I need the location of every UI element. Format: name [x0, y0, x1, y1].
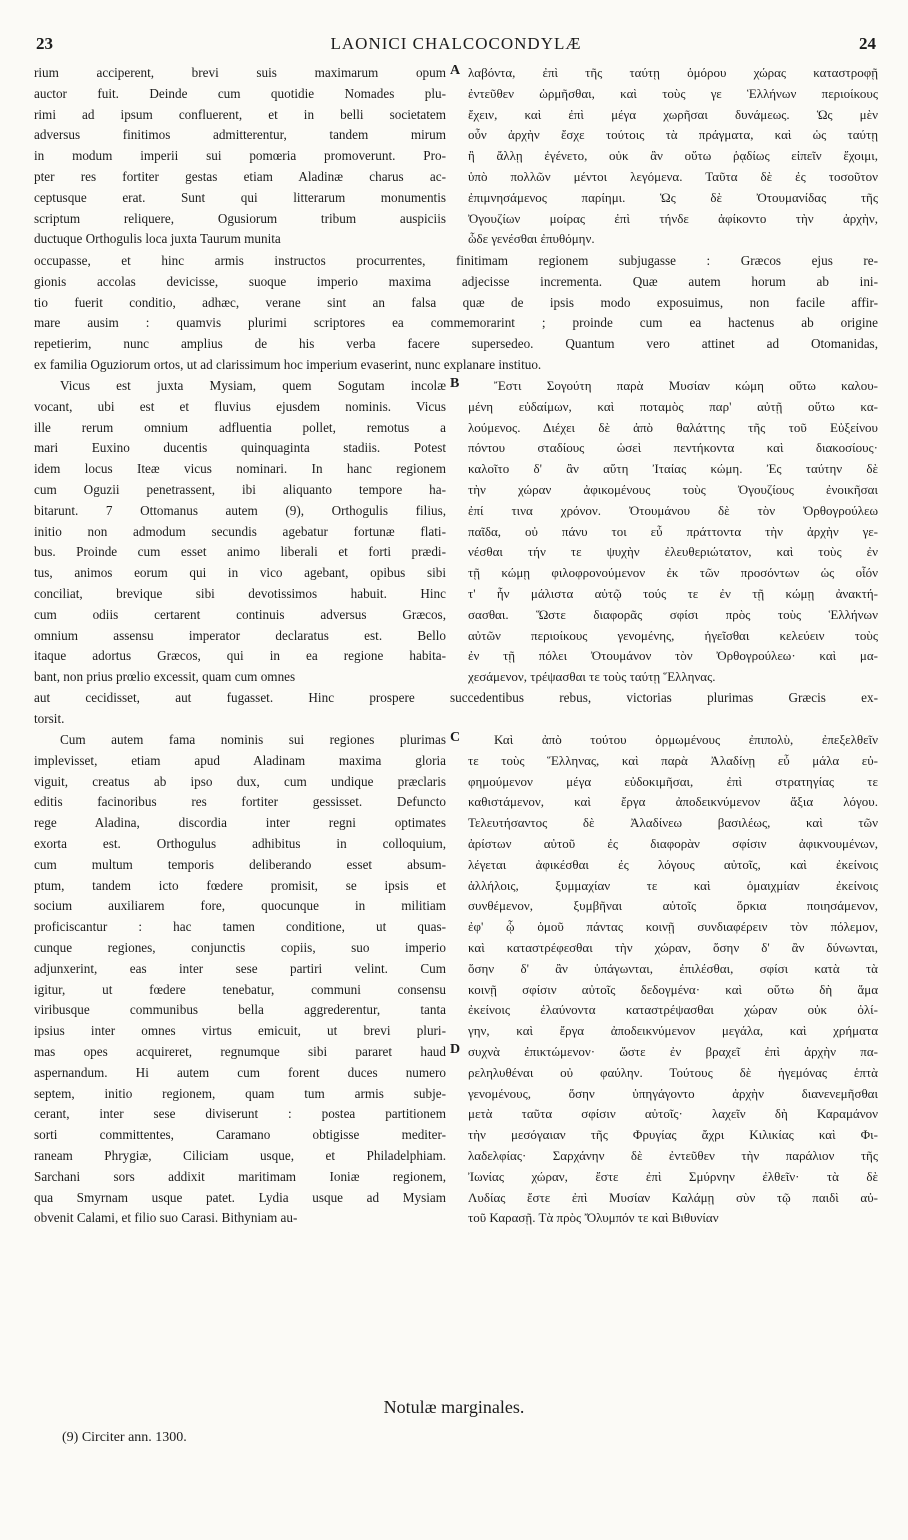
notes-title: Notulæ marginales.	[383, 1397, 525, 1417]
text-line: ὧδε γενέσθαι ἐπυθόμην.	[468, 231, 595, 247]
text-line: septem, initio regionem, quam tum armis subje-	[34, 1085, 446, 1101]
text-line: Ἔστι Σογούτη παρὰ Μυσίαν κώμη οὕτω καλου-	[494, 378, 878, 393]
text-line: idem locus Iteæ vicus nominari. In hanc regionem	[34, 461, 446, 477]
text-line: κοινῇ σφίσιν αὐτοῖς δεδογμένα· καὶ οὕτω δὴ ἅμα	[468, 981, 878, 997]
text-line: Cum autem fama nominis sui regiones plurimas	[60, 732, 446, 747]
text-line: ceptusque erat. Sunt qui litterarum monumentis	[34, 189, 446, 205]
text-line: ἔχειν, καὶ ἐπὶ μέγα χωρῆσαι δυνάμεως. Ὡς μὲν	[468, 106, 878, 122]
latin-column-block-3	[34, 730, 446, 1229]
latin-column-block-2	[34, 376, 446, 688]
text-line: viguit, creatus ab ipso dux, cum undique præclaris	[34, 773, 446, 789]
page-number-right: 24	[859, 34, 876, 53]
text-line: Vicus est juxta Mysiam, quem Sogutam incolæ	[60, 378, 446, 393]
text-line: rium acciperent, brevi suis maximarum opum	[34, 65, 446, 80]
text-line: τ' ἦν μάλιστα αὐτῷ τούς τε ἐν τῇ κώμῃ ἀνακτή-	[468, 585, 878, 601]
text-line: νέσθαι τήν τε ψυχὴν ἐλευθεριώτατον, καὶ τοὺς ἐν	[468, 544, 878, 560]
text-line: initio non admodum secundis agebatur fortunæ flati-	[34, 523, 446, 539]
section-marker-a: A	[450, 63, 461, 78]
text-line: ἀλλήλοις, ξυμμαχίαν τε καὶ ὁμαιχμίαν ἐκείνοις	[468, 877, 878, 893]
text-line: ptum, tandem icto fœdere promisit, se ipsis et	[34, 877, 446, 893]
text-line: σασθαι. Ὥστε διαφορᾶς σφίσι πρὸς τοὺς Ἑλλήνων	[468, 606, 878, 622]
text-line: itaque adortus Græcos, qui in ea regione habita-	[34, 648, 446, 664]
text-line: καθιστάμενον, καὶ ἔργα ἀποδεικνύμενον ἄξια λόγου.	[468, 794, 878, 810]
text-line: ipsius inter omnes virtus emicuit, ut brevi pluri-	[34, 1023, 446, 1039]
text-line: ille rerum omnium adfluentia pollet, remotus a	[34, 419, 446, 435]
text-line: ἐντεῦθεν ὡρμῆσθαι, καὶ τοὺς γε Ἑλλήνων περιοίκους	[468, 85, 878, 101]
text-line: bant, non prius prœlio excessit, quam cum omnes	[34, 669, 296, 685]
text-line: λαβόντα, ἐπὶ τῆς ταύτῃ ὁμόρου χώρας καταστροφῇ	[468, 65, 878, 80]
text-line: cum odiis certarent continuis adversus Græcos,	[34, 606, 446, 622]
text-line: torsit.	[34, 710, 65, 726]
text-line: χεσάμενον, τρέψασθαι τε τοὺς ταύτῃ Ἕλληνας.	[468, 669, 716, 685]
text-line: αὐτῶν περιοίκους γενομένης, ἡγεῖσθαι κελεύειν τοὺς	[468, 627, 878, 643]
text-line: bus. Proinde cum esset animo liberali et forti prædi-	[34, 544, 446, 560]
text-line: adversus finitimos admitterentur, tandem mirum	[34, 127, 446, 143]
text-line: ἐφ' ᾧ ὁμοῦ πάντας κοινῇ συνδιαφέρειν τὸν πόλεμον,	[468, 919, 878, 935]
section-marker-b: B	[450, 376, 460, 391]
text-line: καὶ καταστρέφεσθαι τὴν χώραν, ὅσην δ' ἂν δύνωνται,	[468, 939, 878, 955]
text-line: ὑπὸ πολλῶν μέντοι λεγόμενα. Ταῦτα δὲ ἐς τοσοῦτον	[468, 168, 878, 184]
text-line: cum multum temporis deliberando esset absum-	[34, 856, 446, 872]
text-line: tio fuerit conditio, adhæc, verane sint an falsa quæ de ipsis modo exposuimus, non facile affir-	[34, 294, 878, 310]
text-line: πόντου σταδίους ὡσεὶ πεντήκοντα καὶ διακοσίους·	[468, 440, 878, 456]
text-line: raneam Phrygiæ, Ciliciam usque, et Philadelphiam.	[34, 1147, 446, 1163]
running-title: LAONICI CHALCOCONDYLÆ	[330, 34, 582, 53]
section-marker-d: D	[450, 1042, 461, 1057]
text-line: tus, animos eorum qui in vico agebant, opibus sibi	[34, 565, 446, 581]
text-line: vocant, ubi est et fluvius ejusdem nominis. Vicus	[34, 398, 446, 414]
latin-column-block-1	[34, 63, 446, 250]
text-line: adjunxerint, eas inter sese partiri velint. Cum	[34, 960, 446, 976]
text-line: λαδελφίας· Σαρχάνην δὲ ἐντεῦθεν τὴν παράλιον τῆς	[468, 1147, 878, 1163]
text-line: mare ausim : quamvis plurimi scriptores ea commemorarint ; proinde cum ea hactenus ab origine	[34, 315, 878, 331]
text-line: obvenit Calami, et filio suo Carasi. Bithyniam au-	[34, 1210, 298, 1226]
text-line: παῖδα, οὐ πάνυ τοι εὖ πράττοντα τὴν ἀρχὴν γε-	[468, 523, 878, 539]
text-line: λούμενος. Διέχει δὲ ἀπὸ θαλάττης τῆς τοῦ Εὐξείνου	[468, 419, 878, 435]
text-line: aut cecidisset, aut fugasset. Hinc prospere succedentibus rebus, victorias plurimas Græcis ex-	[34, 690, 878, 705]
text-line: igitur, ut fœdere tenebatur, communi consensu	[34, 981, 446, 997]
text-line: ἐπιμνησάμενος παρίημι. Ὡς δὲ Ὀτουμανίδας τῆς	[468, 189, 878, 205]
text-line: repetierim, nunc amplius de his verba facere supersedeo. Quantum vero attinet ad Otomanidas,	[34, 336, 878, 352]
text-line: omnium assensu imperator declaratus est. Bello	[34, 627, 446, 643]
text-line: τε τοὺς Ἕλληνας, καὶ παρὰ Ἀλαδίνῃ εὖ μάλα εὐ-	[468, 752, 878, 768]
text-line: συνθέμενον, ξυμβῆναι αὐτοῖς ὅρκια ποιησάμενον,	[468, 898, 878, 914]
text-line: γενομένους, ὅσην ὑπηγάγοντο ἀρχὴν διανενεμῆσθαι	[468, 1085, 878, 1101]
text-line: rege Aladina, discordia inter regni optimates	[34, 815, 446, 831]
text-line: exorta est. Orthogulus adhibitus in colloquium,	[34, 835, 446, 851]
text-line: Sarchani sors addixit maritimam Ioniæ regionem,	[34, 1168, 446, 1184]
text-line: τὴν χώραν ἀφικομένους τοὺς Ὀγουζίους ἐνοικῆσαι	[468, 481, 878, 497]
page-number-left: 23	[36, 34, 53, 53]
text-line: sorti committentes, Caramano obtigisse mediter-	[34, 1127, 446, 1143]
text-line: Ἰωνίας χώραν, ἔστε ἐπὶ Σμύρνην ἐλθεῖν· τὰ δὲ	[468, 1168, 878, 1184]
text-line: Καὶ ἀπὸ τούτου ὁρμωμένους ἐπιπολὺ, ἐπεξελθεῖν	[494, 732, 878, 747]
text-line: ὅσην δ' ἂν ὑπάγωνται, ἐπιλέσθαι, σφίσι κατὰ τὰ	[468, 960, 878, 976]
text-line: viribusque communibus bella aggrederentur, tanta	[34, 1002, 446, 1018]
text-line: rimi ad ipsum confluerent, et in belli societatem	[34, 106, 446, 122]
text-line: ex familia Oguziorum ortos, ut ad clarissimum hoc imperium evaserint, nunc explanare instituo.	[34, 356, 542, 372]
text-line: auctor fuit. Deinde cum quotidie Nomades plu-	[34, 85, 446, 101]
text-line: in modum imperii sui pomœria promoverunt. Pro-	[34, 148, 446, 164]
text-line: mas opes acquireret, regnumque sibi pararet haud	[34, 1043, 446, 1059]
text-line: τοῦ Καρασῇ. Τὰ πρὸς Ὄλυμπόν τε καὶ Βιθυνίαν	[468, 1210, 719, 1226]
text-line: μένη εὐδαίμων, καὶ ποταμὸς παρ' αὐτῇ οὕτω κα-	[468, 398, 878, 414]
footnote: (9) Circiter ann. 1300.	[62, 1430, 187, 1445]
text-line: Ὀγουζίων μοίρας ἐπὶ τήνδε ἀφίκοντο τὴν ἀρχὴν,	[468, 210, 878, 226]
text-line: ρεληλυθέναι οὐ φαύλην. Τούτους δὲ ἡγεμόνας ἑπτὰ	[468, 1064, 878, 1080]
greek-column-block-2	[468, 376, 878, 688]
text-line: mari Euxino ducentis quinquaginta stadiis. Potest	[34, 440, 446, 456]
text-line: Λυδίας ἔστε ἐπὶ Μυσίαν Καλάμῃ σὺν τῷ παιδὶ αὐ-	[468, 1189, 878, 1205]
text-line: editis facinoribus res fortiter gessisset. Defuncto	[34, 794, 446, 810]
text-line: cunque regiones, conjunctis copiis, suo imperio	[34, 939, 446, 955]
text-line: καλοῖτο δ' ἂν αὕτη Ἰταίας κώμη. Ἐς ταύτην δὲ	[468, 461, 878, 477]
section-marker-c: C	[450, 730, 461, 745]
text-line: ἐκείνοις ἐλαύνοντα καταστρέψασθαι χώραν οὐκ ὀλί-	[468, 1002, 878, 1018]
text-line: pter res fortiter gestas etiam Aladinæ charus ac-	[34, 168, 446, 184]
text-line: ἢ ἄλλῃ ἐγένετο, οὐκ ἂν οὕτω ῥᾳδίως εἰπεῖν ἔχοιμι,	[468, 148, 878, 164]
text-line: ἀρίστων αὐτοῦ ἐς διαφορὰν σφίσιν ἀφικνουμένων,	[468, 835, 878, 851]
greek-column-block-1	[468, 63, 878, 250]
text-line: bitarunt. 7 Ottomanus autem (9), Orthogulis filius,	[34, 502, 446, 518]
text-line: gionis accolas devicisse, suoque imperio maxima adjecisse incrementa. Quæ autem horum ab ini-	[34, 273, 878, 289]
latin-continuation-block-1	[34, 251, 878, 376]
text-line: τῇ κώμῃ φιλοφρονούμενον ἐκ τῶν προσόντων ὡς οἷόν	[468, 565, 878, 581]
text-line: οὖν ἀρχὴν ἔσχε τούτοις τὰ πράγματα, καὶ ὡς ταύτῃ	[468, 127, 878, 143]
text-line: μετὰ ταῦτα σφίσιν αὐτοῖς· λαχεῖν δὴ Καραμάνον	[468, 1106, 878, 1122]
text-line: proficiscantur : hac tamen conditione, ut quas-	[34, 919, 446, 935]
text-line: ἐν τῇ πόλει Ὀτουμάνον τὸν Ὀρθογρούλεω· καὶ μα-	[468, 648, 878, 664]
text-line: Τελευτήσαντος δὲ Ἀλαδίνεω βασιλέως, καὶ τῶν	[468, 815, 878, 831]
text-line: φημούμενον μέγα εὐδοκιμῆσαι, ἐπὶ στρατηγίας τε	[468, 773, 878, 789]
text-line: cerant, inter sese diviserunt : postea partitionem	[34, 1106, 446, 1122]
greek-column-block-3	[468, 730, 878, 1229]
text-line: occupasse, et hinc armis instructos procurrentes, finitimam regionem subjugasse : Græcos ejus re-	[34, 253, 878, 268]
text-line: ἐπί τινα χρόνον. Ὀτουμάνου δὲ τὸν Ὀρθογρούλεω	[468, 502, 878, 518]
text-line: scriptum reliquere, Ogusiorum tribum auspiciis	[34, 210, 446, 226]
text-line: ductuque Orthogulis loca juxta Taurum munita	[34, 231, 281, 247]
text-line: implevisset, etiam apud Aladinam maxima gloria	[34, 752, 446, 768]
text-line: cum Oguzii penetrassent, ibi aliquanto tempore ha-	[34, 481, 446, 497]
text-line: γην, καὶ ἔργα ἀποδεικνύμενον μεγάλα, καὶ χρήματα	[468, 1023, 878, 1039]
text-line: qua Smyrnam usque patet. Lydia usque ad Mysiam	[34, 1189, 446, 1205]
latin-continuation-block-2	[34, 688, 878, 730]
text-line: λέγεται ἀφικέσθαι ἐς λόγους αὐτοῖς, καὶ ἐκείνοις	[468, 856, 878, 872]
text-line: conciliat, brevique sibi devotissimos habuit. Hinc	[34, 585, 446, 601]
text-line: socium auxiliarem fore, quocunque in militiam	[34, 898, 446, 914]
text-line: συχνὰ ἐπικτώμενον· ὥστε ἐν βραχεῖ ἐπὶ ἀρχὴν πα-	[468, 1043, 878, 1059]
text-line: τὴν μεσόγαιαν τῆς Φρυγίας ἄχρι Κιλικίας καὶ Φι-	[468, 1127, 878, 1143]
page-header	[36, 34, 876, 58]
text-line: aspernandum. Hi autem cum forent duces numero	[34, 1064, 446, 1080]
